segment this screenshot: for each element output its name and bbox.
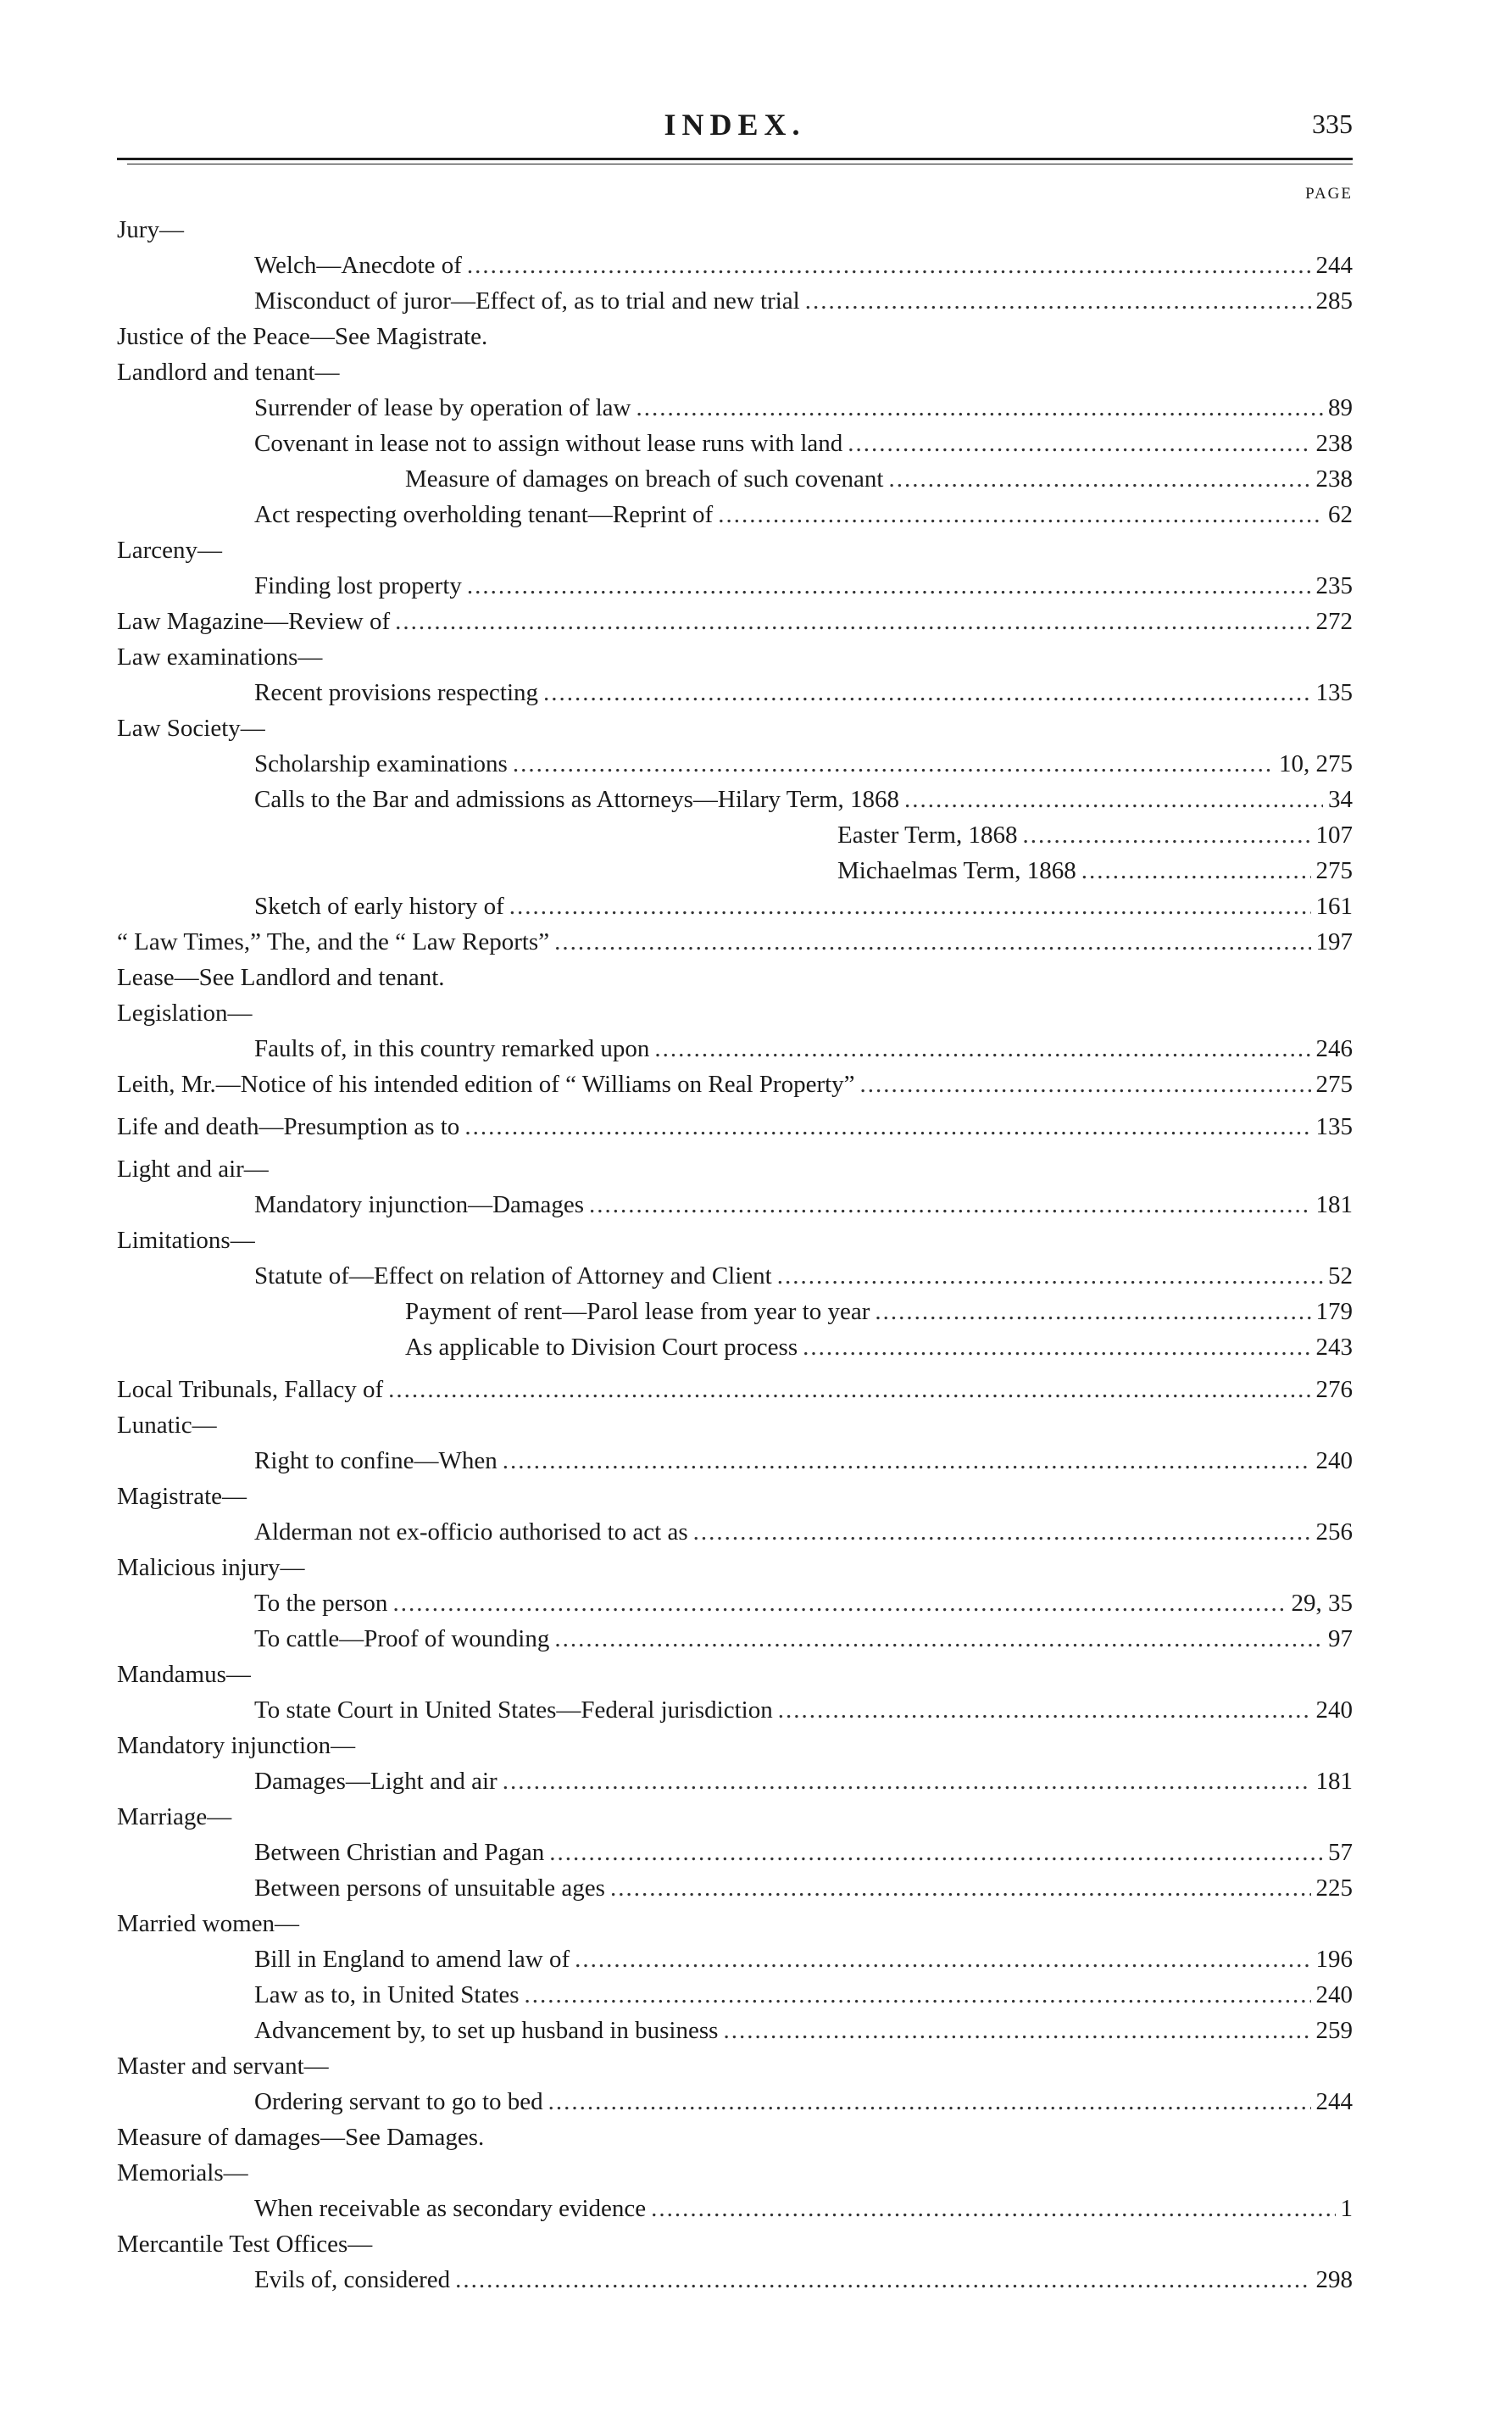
dot-leader [723, 2013, 1310, 2048]
index-entry-row [117, 1258, 1353, 1294]
index-entry-label: Covenant in lease not to assign without lease runs with land [254, 430, 843, 457]
index-heading-text: Law examinations— [117, 643, 323, 671]
index-entry-pages: 246 [1315, 1035, 1353, 1062]
index-entry-row [117, 1443, 1353, 1479]
index-entry-row [117, 461, 1353, 497]
index-entry-label: Calls to the Bar and admissions as Attorneys—Hilary Term, 1868 [254, 786, 900, 813]
index-entry-pages: 244 [1315, 2088, 1353, 2115]
index-entry-label: Evils of, considered [254, 2266, 451, 2293]
index-entry-pages: 243 [1315, 1334, 1353, 1361]
index-heading-text: Magistrate— [117, 1483, 247, 1510]
index-heading-text: Legislation— [117, 1000, 253, 1027]
index-heading-text: Lunatic— [117, 1412, 217, 1439]
index-entry-pages: 135 [1315, 1113, 1353, 1140]
dot-leader [778, 1692, 1311, 1728]
index-heading [117, 1223, 1353, 1258]
index-entry-row [117, 1187, 1353, 1223]
index-entry [117, 497, 1353, 532]
index-heading [117, 2048, 1353, 2084]
index-entry-row [117, 1067, 1353, 1102]
dot-leader [693, 1514, 1311, 1550]
index-entry [117, 1329, 1353, 1365]
dot-leader [525, 1977, 1311, 2013]
index-heading-text: Mercantile Test Offices— [117, 2231, 373, 2258]
index-heading-text: Landlord and tenant— [117, 359, 340, 386]
index-entry-label: Between Christian and Pagan [254, 1839, 545, 1866]
dot-leader [777, 1258, 1323, 1294]
index-heading [117, 2155, 1353, 2191]
dot-leader [803, 1329, 1310, 1365]
dot-leader [548, 2084, 1311, 2119]
index-entry [117, 1258, 1353, 1294]
index-entry-label: Finding lost property [254, 572, 462, 599]
index-heading-text: Justice of the Peace—See Magistrate. [117, 323, 488, 350]
dot-leader [554, 1621, 1323, 1657]
dot-leader [554, 924, 1310, 960]
index-heading [117, 532, 1353, 568]
index-entry-pages: 62 [1328, 501, 1353, 528]
index-entry-row [117, 604, 1353, 639]
index-entry-row [117, 1692, 1353, 1728]
page-header [117, 107, 1353, 141]
index-entry [117, 1031, 1353, 1067]
dot-leader [455, 2262, 1310, 2298]
index-entry [117, 1372, 1353, 1407]
index-entry-label: To cattle—Proof of wounding [254, 1625, 550, 1652]
index-entry-label: Law as to, in United States [254, 1981, 520, 2008]
index-heading [117, 960, 1353, 995]
index-heading [117, 1151, 1353, 1187]
index-entry-label: Life and death—Presumption as to [117, 1113, 460, 1140]
index-entry-row [117, 1514, 1353, 1550]
index-entry [117, 1763, 1353, 1799]
index-entry [117, 426, 1353, 461]
dot-leader [888, 461, 1310, 497]
index-entry-label: Statute of—Effect on relation of Attorney and Client [254, 1262, 772, 1289]
index-entry-row [117, 1329, 1353, 1365]
index-entry-row [117, 1109, 1353, 1145]
dot-leader [1022, 817, 1310, 853]
index-entry-row [117, 1763, 1353, 1799]
dot-leader [651, 2191, 1335, 2226]
index-heading [117, 319, 1353, 354]
index-entry [117, 1294, 1353, 1329]
dot-leader [392, 1585, 1286, 1621]
index-entry [117, 1585, 1353, 1621]
index-entry-label: Payment of rent—Parol lease from year to year [405, 1298, 870, 1325]
index-entry-pages: 1 [1340, 2195, 1353, 2222]
index-heading [117, 1657, 1353, 1692]
index-entry [117, 853, 1353, 888]
index-entry-row [117, 497, 1353, 532]
index-entry-label: “ Law Times,” The, and the “ Law Reports” [117, 928, 550, 955]
header-rule [117, 158, 1353, 160]
index-entry-row [117, 1372, 1353, 1407]
index-entry-row [117, 1870, 1353, 1906]
index-entry-pages: 235 [1315, 572, 1353, 599]
index-entry-label: Misconduct of juror—Effect of, as to trial and new trial [254, 287, 800, 315]
index-entry-pages: 238 [1315, 430, 1353, 457]
index-entry-label: Measure of damages on breach of such covenant [405, 465, 884, 493]
index-entry [117, 817, 1353, 853]
index-entry-pages: 89 [1328, 394, 1353, 421]
index-entry-pages: 240 [1315, 1696, 1353, 1724]
index-entry-row [117, 1941, 1353, 1977]
index-entry-label: As applicable to Division Court process [405, 1334, 798, 1361]
page-number: 335 [1312, 109, 1353, 139]
index-entry [117, 390, 1353, 426]
dot-leader [718, 497, 1323, 532]
index-entry [117, 746, 1353, 782]
index-entry-pages: 275 [1315, 1071, 1353, 1098]
index-entry-row [117, 426, 1353, 461]
index-entry [117, 2262, 1353, 2298]
index-heading-text: Limitations— [117, 1227, 255, 1254]
index-heading [117, 1906, 1353, 1941]
index-entry-label: Right to confine—When [254, 1447, 498, 1474]
index-entry-label: Ordering servant to go to bed [254, 2088, 543, 2115]
index-entry [117, 675, 1353, 710]
index-entry-row [117, 1835, 1353, 1870]
index-entry-label: Local Tribunals, Fallacy of [117, 1376, 384, 1403]
index-entry-row [117, 2262, 1353, 2298]
index-entry-label: Bill in England to amend law of [254, 1946, 570, 1973]
index-entry-label: Recent provisions respecting [254, 679, 539, 706]
index-entry-row [117, 1294, 1353, 1329]
index-entry-pages: 57 [1328, 1839, 1353, 1866]
index-entry-label: Easter Term, 1868 [837, 822, 1018, 849]
index-entry [117, 1109, 1353, 1145]
running-title: INDEX. [664, 108, 806, 142]
index-heading [117, 639, 1353, 675]
dot-leader [549, 1835, 1323, 1870]
dot-leader [509, 888, 1311, 924]
index-heading-text: Light and air— [117, 1156, 269, 1183]
dot-leader [513, 746, 1274, 782]
index-entry [117, 888, 1353, 924]
index-entry [117, 1692, 1353, 1728]
index-entry-pages: 135 [1315, 679, 1353, 706]
index-entry [117, 1977, 1353, 2013]
index-entry-label: Michaelmas Term, 1868 [837, 857, 1076, 884]
index-entry-row [117, 1621, 1353, 1657]
index-list [117, 212, 1353, 2298]
index-entry-row [117, 1031, 1353, 1067]
index-heading-text: Memorials— [117, 2159, 248, 2186]
index-heading [117, 212, 1353, 248]
index-entry-row [117, 2191, 1353, 2226]
index-entry-label: Damages—Light and air [254, 1768, 498, 1795]
index-entry-pages: 275 [1315, 857, 1353, 884]
index-entry-row [117, 390, 1353, 426]
index-entry-row [117, 853, 1353, 888]
index-entry-row [117, 1585, 1353, 1621]
index-entry-label: Faults of, in this country remarked upon [254, 1035, 650, 1062]
index-heading [117, 1728, 1353, 1763]
dot-leader [636, 390, 1323, 426]
dot-leader [395, 604, 1310, 639]
index-entry-pages: 238 [1315, 465, 1353, 493]
dot-leader [848, 426, 1310, 461]
index-entry-pages: 197 [1315, 928, 1353, 955]
index-entry-row [117, 2013, 1353, 2048]
dot-leader [860, 1067, 1311, 1102]
dot-leader [467, 248, 1311, 283]
index-entry-label: Alderman not ex-officio authorised to act as [254, 1518, 688, 1546]
index-entry [117, 1187, 1353, 1223]
dot-leader [503, 1443, 1311, 1479]
index-entry [117, 461, 1353, 497]
index-heading [117, 1799, 1353, 1835]
index-heading-text: Malicious injury— [117, 1554, 305, 1581]
index-entry-pages: 276 [1315, 1376, 1353, 1403]
index-entry-pages: 179 [1315, 1298, 1353, 1325]
dot-leader [1081, 853, 1311, 888]
index-entry-pages: 10, 275 [1279, 750, 1353, 777]
dot-leader [543, 675, 1310, 710]
index-entry-pages: 97 [1328, 1625, 1353, 1652]
index-heading-text: Larceny— [117, 537, 222, 564]
index-entry [117, 248, 1353, 283]
index-entry-pages: 161 [1315, 893, 1353, 920]
page-column-label: PAGE [1305, 185, 1353, 203]
index-entry [117, 1621, 1353, 1657]
index-heading-text: Married women— [117, 1910, 300, 1937]
index-heading [117, 1407, 1353, 1443]
index-entry-pages: 272 [1315, 608, 1353, 635]
index-entry [117, 1443, 1353, 1479]
index-entry-label: Welch—Anecdote of [254, 252, 462, 279]
index-heading [117, 2226, 1353, 2262]
index-entry-row [117, 782, 1353, 817]
index-entry-pages: 107 [1315, 822, 1353, 849]
index-entry-pages: 196 [1315, 1946, 1353, 1973]
index-entry-label: To the person [254, 1590, 388, 1617]
index-entry [117, 2013, 1353, 2048]
index-entry-row [117, 817, 1353, 853]
dot-leader [503, 1763, 1311, 1799]
index-heading-text: Master and servant— [117, 2053, 329, 2080]
index-heading [117, 1479, 1353, 1514]
dot-leader [805, 283, 1311, 319]
index-entry-pages: 181 [1315, 1191, 1353, 1218]
index-entry-pages: 29, 35 [1291, 1590, 1353, 1617]
dot-leader [875, 1294, 1310, 1329]
index-heading [117, 995, 1353, 1031]
index-heading-text: Mandatory injunction— [117, 1732, 356, 1759]
index-entry-pages: 259 [1315, 2017, 1353, 2044]
index-entry-label: Sketch of early history of [254, 893, 504, 920]
index-entry [117, 2084, 1353, 2119]
index-entry-label: Between persons of unsuitable ages [254, 1874, 605, 1902]
index-entry-row [117, 746, 1353, 782]
dot-leader [610, 1870, 1311, 1906]
dot-leader [467, 568, 1311, 604]
index-entry [117, 1870, 1353, 1906]
dot-leader [654, 1031, 1310, 1067]
dot-leader [575, 1941, 1310, 1977]
index-heading-text: Mandamus— [117, 1661, 251, 1688]
dot-leader [464, 1109, 1310, 1145]
index-entry [117, 1514, 1353, 1550]
index-heading-text: Law Society— [117, 715, 265, 742]
index-entry-pages: 181 [1315, 1768, 1353, 1795]
index-entry-row [117, 675, 1353, 710]
index-heading-text: Marriage— [117, 1803, 232, 1830]
index-entry-label: Act respecting overholding tenant—Reprint of [254, 501, 714, 528]
index-entry-row [117, 924, 1353, 960]
index-entry-label: Leith, Mr.—Notice of his intended edition of “ Williams on Real Property” [117, 1071, 855, 1098]
index-entry-row [117, 568, 1353, 604]
index-entry-pages: 34 [1328, 786, 1353, 813]
index-entry [117, 604, 1353, 639]
index-heading [117, 2119, 1353, 2155]
index-entry-pages: 52 [1328, 1262, 1353, 1289]
index-entry-row [117, 888, 1353, 924]
index-entry-row [117, 248, 1353, 283]
index-entry-label: Scholarship examinations [254, 750, 508, 777]
index-entry-pages: 240 [1315, 1981, 1353, 2008]
dot-leader [388, 1372, 1310, 1407]
index-entry-label: Law Magazine—Review of [117, 608, 391, 635]
index-entry [117, 2191, 1353, 2226]
index-heading-text: Jury— [117, 216, 184, 243]
index-entry-label: To state Court in United States—Federal jurisdiction [254, 1696, 773, 1724]
index-entry-label: When receivable as secondary evidence [254, 2195, 647, 2222]
index-entry-pages: 256 [1315, 1518, 1353, 1546]
index-heading-text: Lease—See Landlord and tenant. [117, 964, 445, 991]
index-entry-pages: 244 [1315, 252, 1353, 279]
index-heading-text: Measure of damages—See Damages. [117, 2124, 485, 2151]
index-entry [117, 568, 1353, 604]
index-entry-row [117, 2084, 1353, 2119]
index-entry-pages: 285 [1315, 287, 1353, 315]
index-entry-label: Mandatory injunction—Damages [254, 1191, 584, 1218]
dot-leader [904, 782, 1323, 817]
index-entry-label: Advancement by, to set up husband in business [254, 2017, 719, 2044]
index-heading [117, 710, 1353, 746]
index-entry-row [117, 283, 1353, 319]
index-entry-pages: 298 [1315, 2266, 1353, 2293]
dot-leader [589, 1187, 1311, 1223]
index-entry [117, 1941, 1353, 1977]
index-heading [117, 1550, 1353, 1585]
index-entry-label: Surrender of lease by operation of law [254, 394, 631, 421]
index-entry-row [117, 1977, 1353, 2013]
index-heading [117, 354, 1353, 390]
index-entry [117, 924, 1353, 960]
index-entry [117, 283, 1353, 319]
index-entry [117, 1835, 1353, 1870]
index-entry [117, 1067, 1353, 1102]
index-entry-pages: 225 [1315, 1874, 1353, 1902]
index-entry-pages: 240 [1315, 1447, 1353, 1474]
index-entry [117, 782, 1353, 817]
